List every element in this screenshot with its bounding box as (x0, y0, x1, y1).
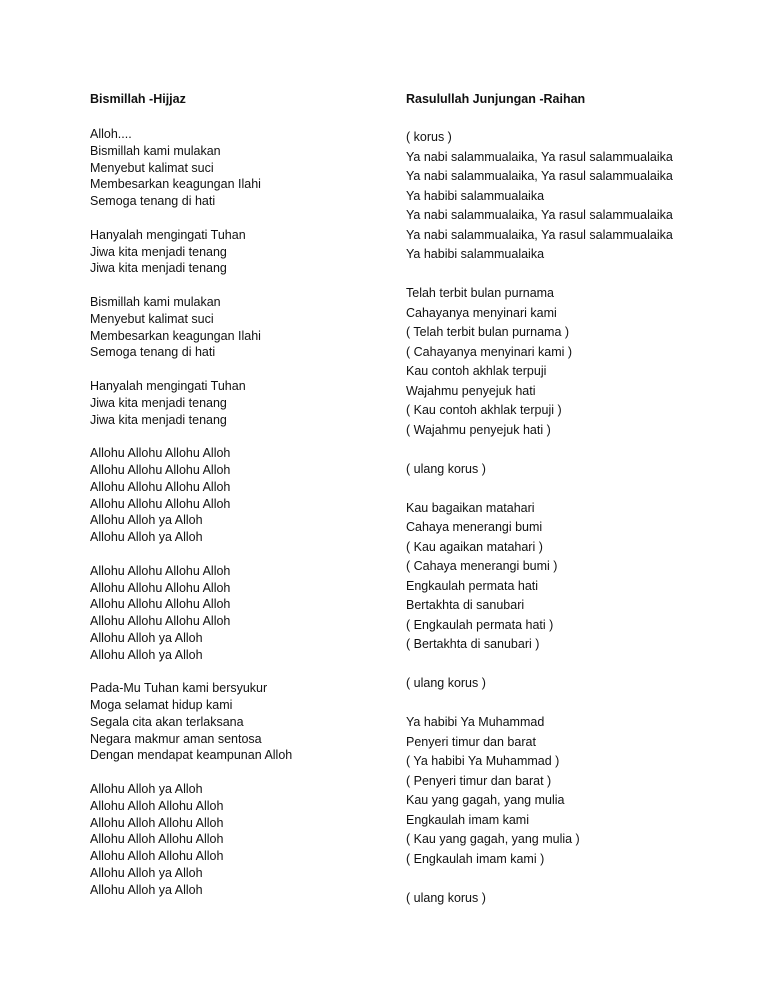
lyric-line: Jiwa kita menjadi tenang (90, 261, 227, 276)
lyric-line: Allohu Alloh Allohu Alloh (90, 798, 224, 813)
lyric-line: ( Bertakhta di sanubari ) (406, 637, 540, 651)
lyric-line: ( Kau contoh akhlak terpuji ) (406, 403, 562, 417)
lyric-line: Allohu Allohu Allohu Alloh (90, 479, 231, 494)
lyric-line: Allohu Alloh Allohu Alloh (90, 849, 224, 864)
lyric-line: ( korus ) (406, 130, 452, 144)
left-song-column (90, 91, 390, 915)
lyric-line: ( Ya habibi Ya Muhammad ) (406, 754, 560, 768)
lyric-line: ( Penyeri timur dan barat ) (406, 773, 552, 788)
song-title: Bismillah -Hijjaz (90, 92, 186, 106)
lyric-line: Engkaulah imam kami (406, 812, 529, 827)
stanza (406, 499, 746, 655)
lyric-line: Pada-Mu Tuhan kami bersyukur (90, 681, 268, 696)
lyric-line: Ya habibi salammualaika (406, 188, 545, 203)
lyric-line: Allohu Alloh Allohu Alloh (90, 832, 224, 847)
lyric-line: Menyebut kalimat suci (90, 311, 214, 326)
lyric-line: Menyebut kalimat suci (90, 160, 214, 175)
lyric-line: Kau yang gagah, yang mulia (406, 793, 565, 807)
stanza (90, 781, 390, 899)
lyric-line: Ya habibi Ya Muhammad (406, 715, 545, 729)
lyric-line: ( ulang korus ) (406, 890, 486, 905)
lyric-line: Bertakhta di sanubari (406, 598, 525, 612)
lyric-line: ( Cahaya menerangi bumi ) (406, 559, 558, 573)
stanza (90, 445, 390, 546)
lyric-line: Ya nabi salammualaika, Ya rasul salammualaika (406, 227, 673, 242)
lyric-line: ( Kau agaikan matahari ) (406, 539, 543, 554)
lyric-line: Allohu Allohu Allohu Alloh (90, 563, 231, 578)
lyric-line: Ya nabi salammualaika, Ya rasul salammualaika (406, 169, 673, 183)
lyric-line: Telah terbit bulan purnama (406, 286, 555, 300)
stanza (406, 128, 746, 265)
stanza (90, 378, 390, 428)
lyric-line: ( Engkaulah permata hati ) (406, 617, 554, 632)
lyric-line: Hanyalah mengingati Tuhan (90, 378, 246, 393)
lyric-line: Allohu Allohu Allohu Alloh (90, 580, 231, 595)
lyric-line: Membesarkan keagungan Ilahi (90, 328, 261, 343)
lyric-line: ( ulang korus ) (406, 676, 486, 690)
lyric-line: Cahayanya menyinari kami (406, 305, 557, 320)
lyric-line: Jiwa kita menjadi tenang (90, 412, 227, 427)
lyric-line: Segala cita akan terlaksana (90, 714, 244, 729)
lyric-line: Semoga tenang di hati (90, 194, 216, 209)
lyric-line: Jiwa kita menjadi tenang (90, 395, 227, 410)
lyric-line: ( Telah terbit bulan purnama ) (406, 325, 570, 339)
lyric-line: Ya habibi salammualaika (406, 247, 545, 261)
stanza (90, 227, 390, 277)
stanza (406, 284, 746, 440)
lyric-line: ( Cahayanya menyinari kami ) (406, 344, 573, 359)
lyric-line: Membesarkan keagungan Ilahi (90, 177, 261, 192)
lyric-line: Ya nabi salammualaika, Ya rasul salammualaika (406, 208, 673, 222)
lyric-line: Allohu Alloh ya Alloh (90, 782, 203, 797)
lyric-line: Wajahmu penyejuk hati (406, 383, 536, 398)
lyrics-body (406, 128, 746, 908)
lyric-line: Penyeri timur dan barat (406, 734, 536, 749)
lyric-line: ( Kau yang gagah, yang mulia ) (406, 832, 580, 846)
lyric-line: Allohu Allohu Allohu Alloh (90, 614, 231, 629)
lyric-line: Hanyalah mengingati Tuhan (90, 227, 246, 242)
lyric-line: Allohu Allohu Allohu Alloh (90, 496, 231, 511)
stanza (406, 674, 746, 694)
lyric-line: Kau contoh akhlak terpuji (406, 364, 547, 378)
lyric-line: Moga selamat hidup kami (90, 698, 233, 713)
stanza (406, 713, 746, 869)
lyric-line: Allohu Alloh ya Alloh (90, 866, 203, 881)
lyric-line: Allohu Alloh ya Alloh (90, 647, 203, 662)
lyric-line: Cahaya menerangi bumi (406, 520, 543, 534)
stanza (406, 889, 746, 909)
lyric-line: Allohu Allohu Allohu Alloh (90, 462, 231, 477)
lyric-line: Allohu Alloh ya Alloh (90, 513, 203, 528)
stanza (406, 460, 746, 480)
lyric-line: Engkaulah permata hati (406, 578, 539, 593)
stanza (90, 126, 390, 210)
lyric-line: Allohu Alloh Allohu Alloh (90, 815, 224, 830)
lyric-line: Allohu Allohu Allohu Alloh (90, 446, 231, 461)
lyric-line: ( ulang korus ) (406, 461, 486, 476)
lyric-line: Allohu Alloh ya Alloh (90, 530, 203, 545)
lyric-line: Jiwa kita menjadi tenang (90, 244, 227, 259)
right-song-column (406, 91, 746, 928)
stanza (90, 680, 390, 764)
song-title: Rasulullah Junjungan -Raihan (406, 92, 586, 106)
lyric-line: Allohu Alloh ya Alloh (90, 882, 203, 897)
lyric-line: Alloh.... (90, 127, 132, 141)
lyrics-body (90, 126, 390, 899)
lyric-line: Allohu Allohu Allohu Alloh (90, 597, 231, 612)
lyric-line: ( Engkaulah imam kami ) (406, 851, 545, 866)
lyric-line: Bismillah kami mulakan (90, 143, 221, 158)
stanza (90, 563, 390, 664)
lyric-line: Negara makmur aman sentosa (90, 731, 262, 746)
lyric-line: Allohu Alloh ya Alloh (90, 630, 203, 645)
lyric-line: Ya nabi salammualaika, Ya rasul salammualaika (406, 149, 673, 164)
lyric-line: Semoga tenang di hati (90, 345, 216, 360)
stanza (90, 294, 390, 361)
lyric-line: Bismillah kami mulakan (90, 294, 221, 309)
lyric-line: Dengan mendapat keampunan Alloh (90, 748, 293, 763)
lyric-line: ( Wajahmu penyejuk hati ) (406, 422, 551, 437)
lyric-line: Kau bagaikan matahari (406, 500, 535, 515)
